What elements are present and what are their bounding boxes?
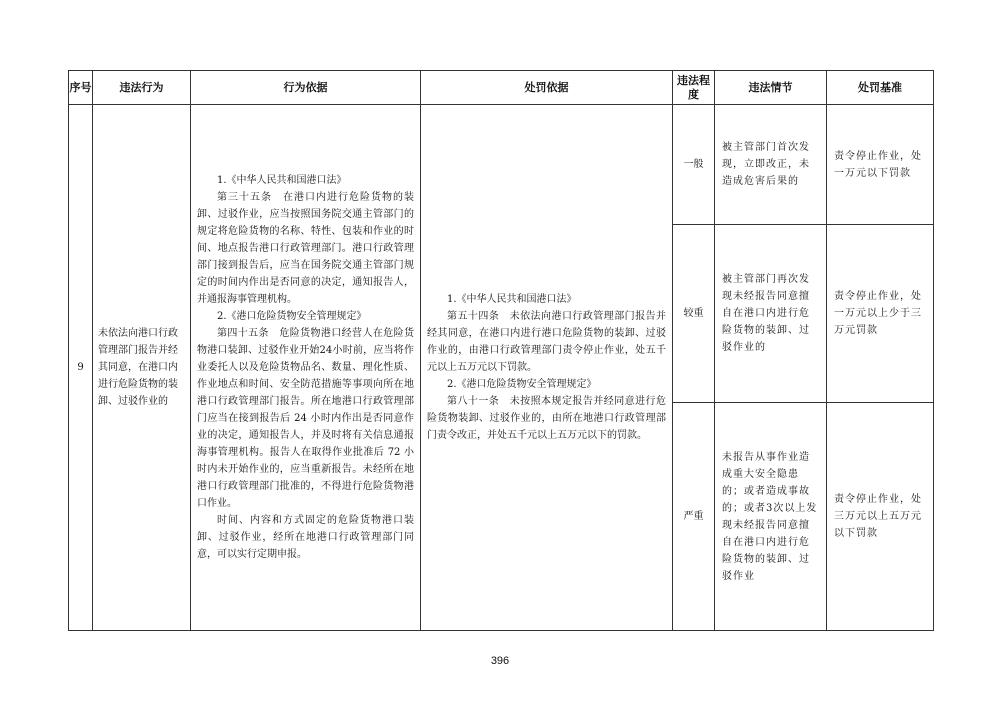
table-row bbox=[69, 105, 934, 225]
header-basis: 行为依据 bbox=[191, 71, 421, 105]
penalty-article-81: 第八十一条 未按照本规定报告并经同意进行危险货物装卸、过驳作业的，由所在地港口行政管理部门责令改正，并处五千元以上五万元以下的罚款。 bbox=[427, 396, 666, 441]
header-act: 违法行为 bbox=[93, 71, 191, 105]
row-penalty bbox=[421, 105, 673, 631]
row-basis bbox=[191, 105, 421, 631]
basis-article-35: 第三十五条 在港口内进行危险货物的装卸、过驳作业，应当按照国务院交通主管部门的规定将危险货物的名称、特性、包装和作业的时间、地点报告港口行政管理部门。港口行政管理部门接到报告后，应当在国务院交通主管部门规定的时间内作出是否同意的决定，通知报告人，并通报海事管理机构。 bbox=[197, 192, 414, 305]
basis-article-45: 第四十五条 危险货物港口经营人在危险货物港口装卸、过驳作业开始24小时前，应当将作业委托人以及危险货物品名、数量、理化性质、作业地点和时间、安全防范措施等事项向所在地港口行政管理部门报告。所在地港口行政管理部门应当在接到报告后 24 小时内作出是否同意作业的决定，通知报告人，并及时将有关信息通报海事管理机构。报告人在取得作业批准后 72 小时内未开始作业的，应当重新报告。未经所在地港口行政管理部门批准的，不得进行危险货物港口作业。 bbox=[197, 328, 414, 509]
situation-serious: 被主管部门再次发现未经报告同意擅自在港口内进行危险货物的装卸、过驳作业的 bbox=[715, 225, 827, 403]
header-standard: 处罚基准 bbox=[827, 71, 934, 105]
header-degree: 违法程度 bbox=[673, 71, 715, 105]
header-situation: 违法情节 bbox=[715, 71, 827, 105]
standard-serious: 责令停止作业，处一万元以上少于三万元罚款 bbox=[827, 225, 934, 403]
header-seq: 序号 bbox=[69, 71, 93, 105]
header-row bbox=[69, 71, 934, 105]
basis-regulation-title: 2.《港口危险货物安全管理规定》 bbox=[217, 311, 367, 322]
row-seq: 9 bbox=[69, 105, 93, 631]
penalty-article-54: 第五十四条 未依法向港口行政管理部门报告并经其同意，在港口内进行港口危险货物的装卸、过驳作业的，由港口行政管理部门责令停止作业，处五千元以上五万元以下罚款。 bbox=[427, 311, 666, 373]
penalty-regulation-title: 2.《港口危险货物安全管理规定》 bbox=[447, 379, 597, 390]
header-penalty: 处罚依据 bbox=[421, 71, 673, 105]
standard-severe: 责令停止作业，处三万元以上五万元以下罚款 bbox=[827, 403, 934, 631]
degree-severe: 严重 bbox=[673, 403, 715, 631]
degree-serious: 较重 bbox=[673, 225, 715, 403]
basis-periodic-report: 时间、内容和方式固定的危险货物港口装卸、过驳作业，经所在地港口行政管理部门同意，可以实行定期申报。 bbox=[197, 515, 414, 560]
degree-general: 一般 bbox=[673, 105, 715, 225]
basis-law-title: 1.《中华人民共和国港口法》 bbox=[217, 175, 347, 186]
penalty-law-title: 1.《中华人民共和国港口法》 bbox=[447, 294, 577, 305]
situation-general: 被主管部门首次发现，立即改正，未造成危害后果的 bbox=[715, 105, 827, 225]
penalty-standard-table bbox=[68, 70, 934, 631]
row-act: 未依法向港口行政管理部门报告并经其同意，在港口内进行危险货物的装卸、过驳作业的 bbox=[93, 105, 191, 631]
situation-severe: 未报告从事作业造成重大安全隐患的；或者造成事故的；或者3次以上发现未经报告同意擅自在港口内进行危险货物的装卸、过驳作业 bbox=[715, 403, 827, 631]
page-number: 396 bbox=[490, 655, 510, 667]
standard-general: 责令停止作业，处一万元以下罚款 bbox=[827, 105, 934, 225]
